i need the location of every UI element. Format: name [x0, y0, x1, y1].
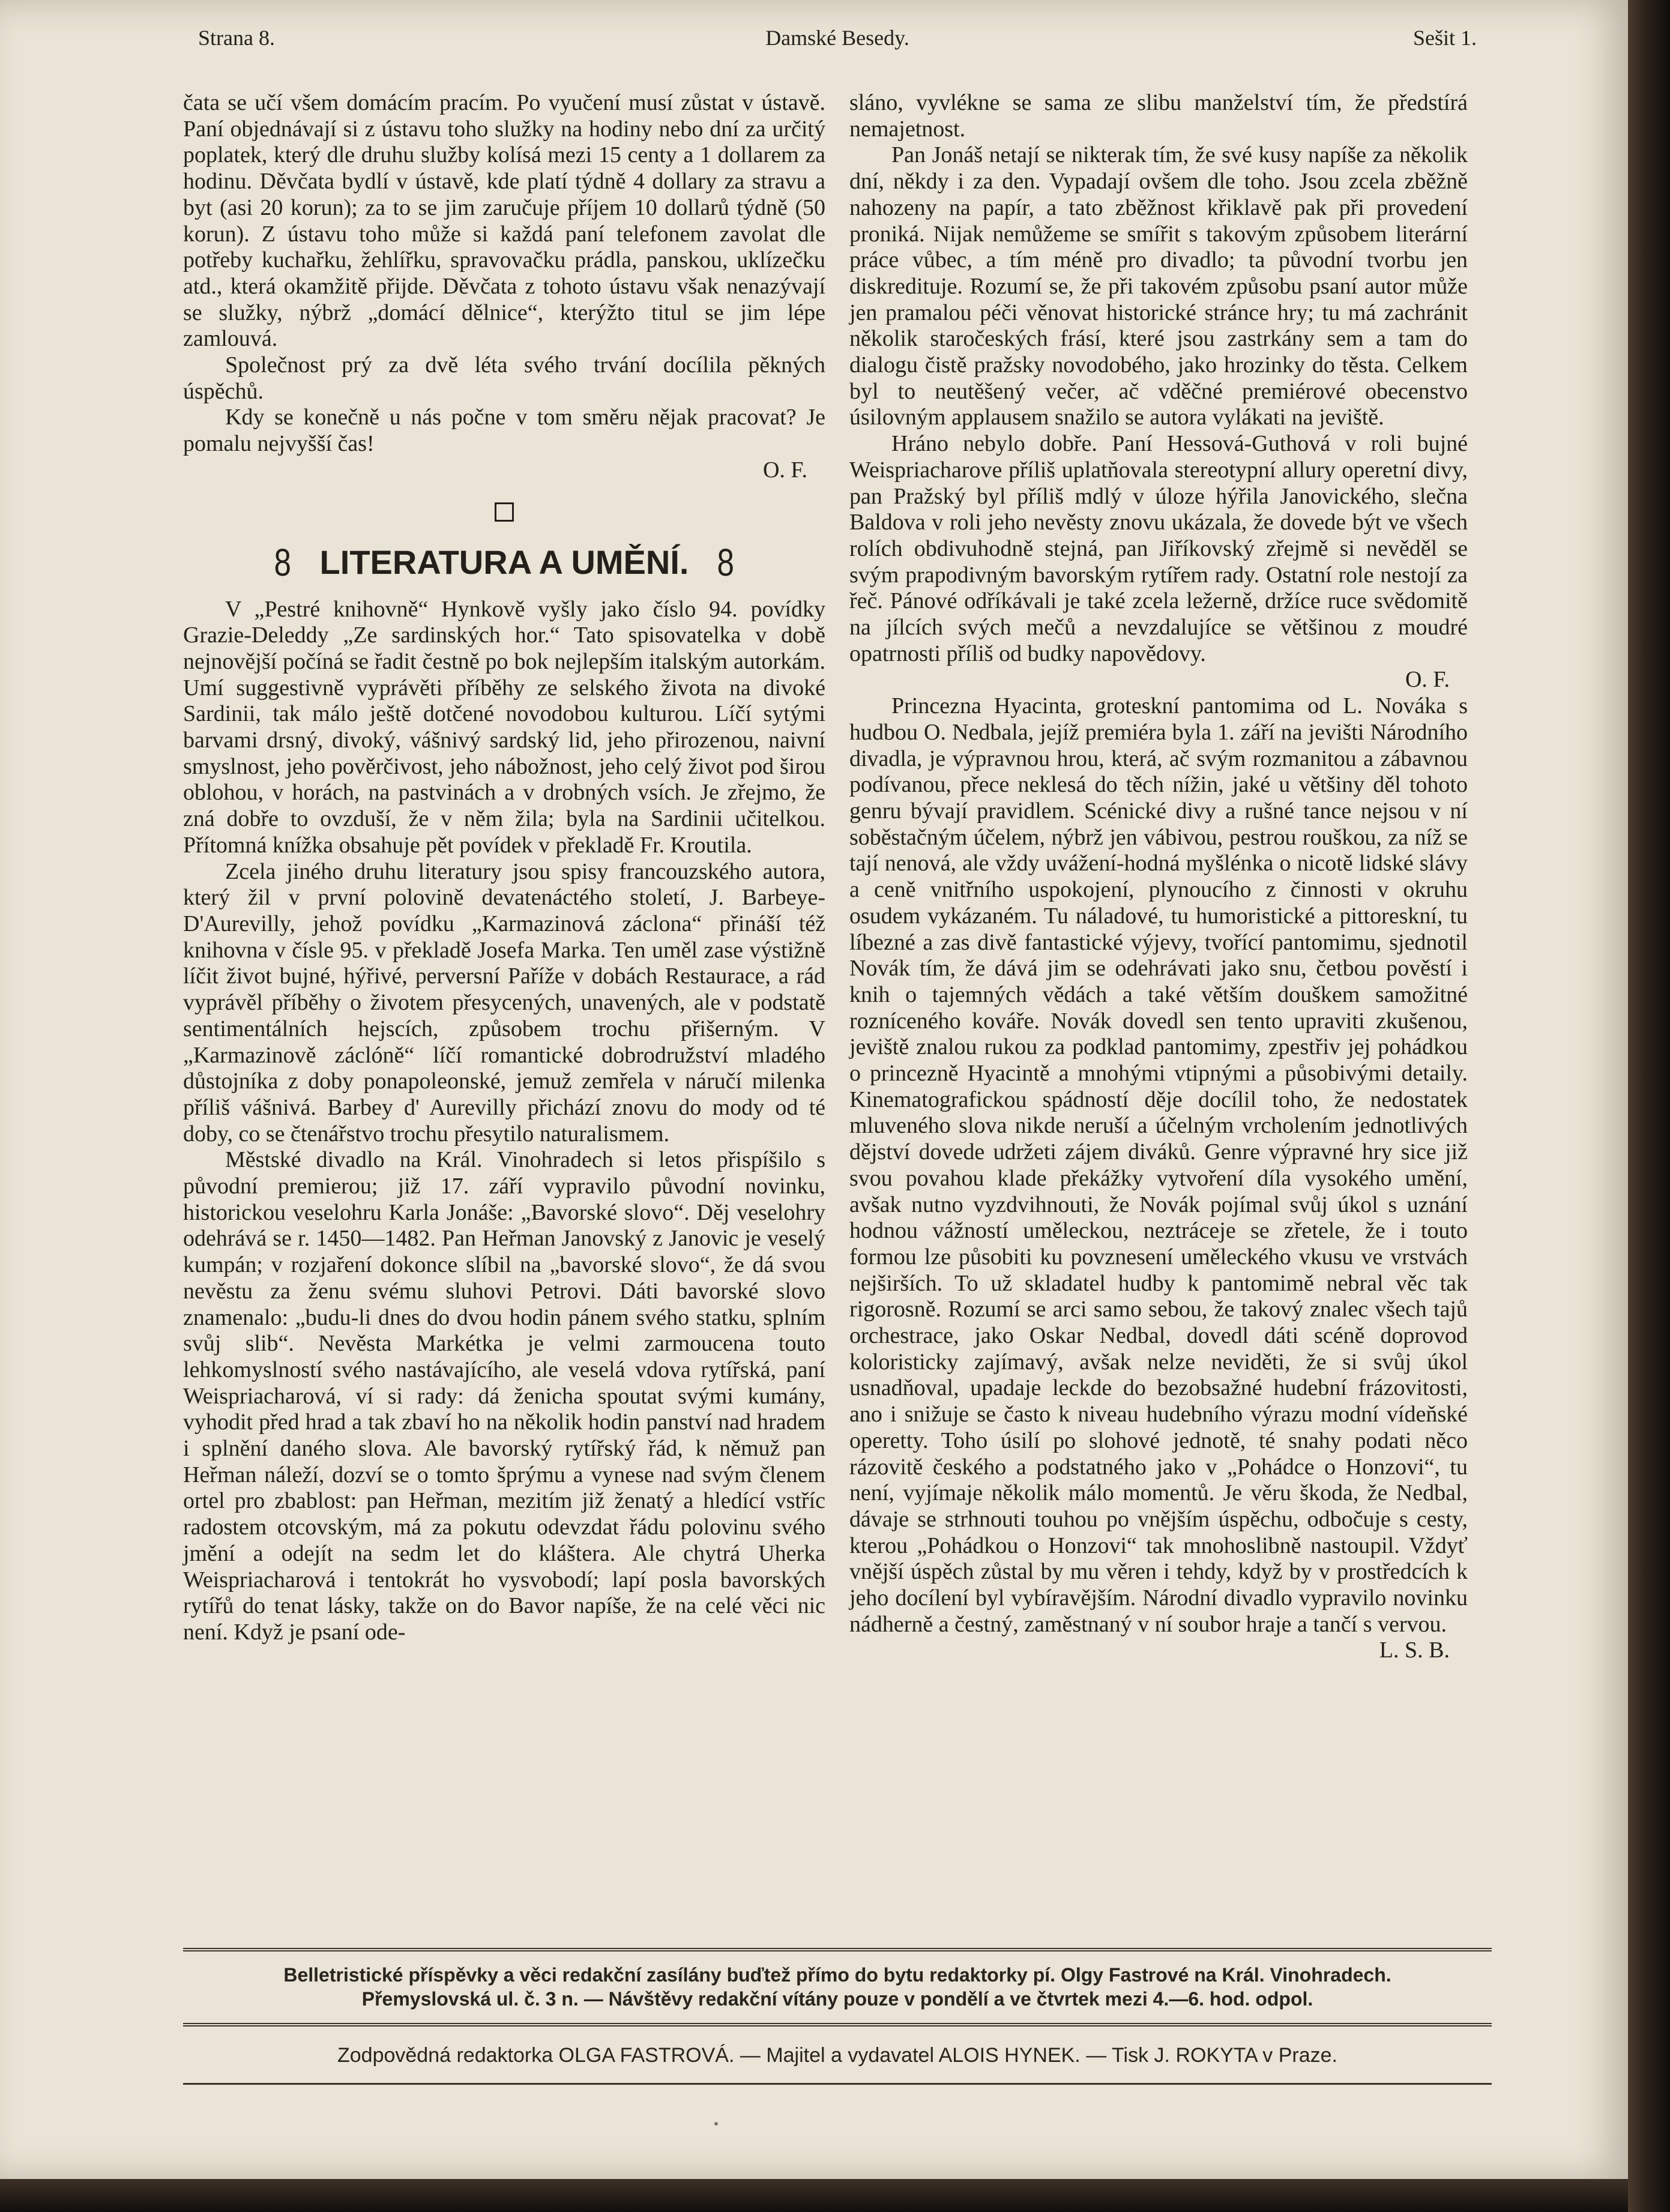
magazine-title: Damské Besedy.	[765, 26, 909, 50]
paragraph	[183, 405, 825, 483]
paragraph	[849, 431, 1468, 693]
right-column	[849, 90, 1468, 1664]
running-head	[198, 25, 1477, 61]
author-signature: O. F.	[1405, 667, 1450, 693]
notice-line: Belletristické příspěvky a věci redakční zasílány buďtež přímo do bytu redaktorky pí. Olgy Fastrové na Král. Vinohradech.	[283, 1964, 1391, 1986]
imprint-rule	[183, 2083, 1492, 2085]
paragraph: Společnost prý za dvě léta svého trvání docílila pěkných úspěchů.	[183, 352, 825, 404]
author-signature: L. S. B.	[1379, 1638, 1450, 1663]
paragraph: Pan Jonáš netají se nikterak tím, že své kusy napíše za několik dní, někdy i za den. Vypadají ovšem dle toho. Jsou zcela zběžně nahozeny na papír, a tato zběžnost křiklavě pak při provedení proniká. Nijak nemůžeme se smířit s takovým způsobem literární práce vůbec, a tím méně pro divadlo; ta původní tvorbu jen diskredituje. Rozumí se, že při takovém způsobu psaní autor může jen pramalou péči věnovat historické stránce hry; tu má zachránit několik staročeských frásí, které jsou zastrkány sem a tam do dialogu čistě pražsky novodobého, jako hrozinky do těsta. Celkem byl to neutěšený večer, ač vděčné premiérové obecenstvo úsilovným applausem snažilo se autora vylákati na jeviště.	[849, 142, 1468, 430]
ornament-right-icon: 8	[717, 540, 735, 584]
page-bottom-shadow	[0, 2179, 1628, 2212]
left-column	[183, 90, 825, 1646]
paragraph: Zcela jiného druhu literatury jsou spisy francouzského autora, který žil v první polovině devatenáctého století, J. Barbeye-D'Aurevilly, jehož povídku „Karmazinová záclona“ přináší též knihovna v čísle 95. v překladě Josefa Marka. Ten uměl zase výstižně líčit život bujné, hýřivé, perversní Paříže v dobách Restaurace, a rád vyprávěl příběhy o životem přesycených, unavených, ale v podstatě sentimentálních hejscích, způsobem trochu přišerným. V „Karmazinově záclóně“ líčí romantické dobrodružství mladého důstojníka z doby ponapoleonské, jemuž zemřela v náručí milenka příliš vášnivá. Barbey d' Aurevilly přichází znovu do mody od té doby, co se čtenářstvo trochu přesytilo naturalismem.	[183, 858, 825, 1147]
page-number: Strana 8.	[198, 26, 275, 50]
paragraph: V „Pestré knihovně“ Hynkově vyšly jako číslo 94. povídky Grazie-Deleddy „Ze sardinských hor.“ Tato spisovatelka v době nejnovější počíná se řadit čestně po bok nejlepším italským autorkám. Umí suggestivně vyprávěti příběhy ze selského života na divoké Sardinii, tak málo ještě dotčené novodobou kulturou. Líčí sytými barvami drsný, divoký, vášnivý sardský lid, jeho přirozenou, naivní smyslnost, jeho pověrčivost, jeho nábožnost, jeho celý život pod širou oblohou, v horách, na pastvinách a v drobných vsích. Je zřejmo, že zná dobře to ovzduší, že v něm žila; byla na Sardinii učitelkou. Přítomná knížka obsahuje pět povídek v překladě Fr. Kroutila.	[183, 596, 825, 858]
paragraph: čata se učí všem domácím pracím. Po vyučení musí zůstat v ústavě. Paní objednávají si z ústavu toho služky na hodiny nebo dní za určitý poplatek, který dle druhu služby kolísá mezi 15 centy a 1 dollarem za hodinu. Děvčata bydlí v ústavě, kde platí týdně 4 dollary za stravu a byt (asi 20 korun); za to se jim zaručuje příjem 10 dollarů týdně (50 korun). Z ústavu toho může si každá paní telefonem zavolat dle potřeby kuchařku, žehlířku, spravovačku prádla, panskou, uklízečku atd., která okamžitě přijde. Děvčata z tohoto ústavu však nenazývají se služky, nýbrž „domácí dělnice“, kterýžto titul se jim lépe zamlouvá.	[183, 90, 825, 352]
notice-top-rule	[183, 1948, 1492, 1951]
print-speck	[714, 2122, 718, 2126]
author-signature: O. F.	[762, 457, 807, 483]
square-ornament-icon	[495, 502, 514, 522]
editorial-notice	[183, 1963, 1492, 2011]
notice-line: Přemyslovská ul. č. 3 n. — Návštěvy redakční vítány pouze v pondělí a ve čtvrtek mezi 4.—6. hod. odpol.	[361, 1988, 1313, 2010]
paragraph-text: Princezna Hyacinta, groteskní pantomima od L. Nováka s hudbou O. Nedbala, jejíž premiéra byla 1. září na jevišti Národního divadla, je výpravnou hrou, která, ač svým rozmanitou a zábavnou podívanou, přece neklesá do těch nížin, jaké u většiny děl tohoto genru bývají pravidlem. Scénické divy a rušné tance nejsou v ní soběstačným účelem, nýbrž jen vábivou, pestrou rouškou, za níž se tají nenová, ale vždy uvážení-hodná myšlénka o nicotě lidské slávy a ceně vnitřního uspokojení, plynoucího z činnosti v okruhu osudem vykázaném. Tu náladové, tu humoristické a pittoreskní, tu líbezné a zas divě fantastické výjevy, tvořící pantomimu, sjednotil Novák tím, že dává jim se odehrávati jako snu, četbou pověstí i knih o tajemných vědách a také větším douškem samožitné rozníceného kováře. Novák dovedl sen tento upraviti zkušenou, jeviště znalou rukou za podklad pantomimy, zpestřiv jej pohádkou o princezně Hyacintě a mnohými vtipnými a působivými detaily. Kinematografickou spádností děje docílil toho, že nedostatek mluveného slova nikde neruší a účelným vrcholením jednotlivých dějství dovede udržeti zájem diváků. Genre výpravné hry sice již svou povahou klade překážky vytvoření díla vysokého umění, avšak nutno vyzdvihnouti, že Novák pojímal svůj úkol s uznání hodnou vážností uměleckou, neztráceje se zřetele, že i touto formou lze působiti ku povznesení uměleckého vkusu ve vrstvách nejširších. To už skladatel hudby k pantomimě nebral věc tak rigorosně. Rozumí se arci samo sebou, že takový znalec všech tajů orchestrace, jako Oskar Nedbal, dovedl dáti scéně doprovod koloristicky zajímavý, avšak nelze neviděti, že si svůj úkol usnadňoval, upadaje leckde do bezobsažné hudební frázovitosti, ano i snižuje se často k niveau hudebního výrazu modní vídeňské operetty. Toho úsilí po slohové jednotě, té snahy podati něco rázovitě českého a podstatného jako v „Pohádce o Honzovi“, tu není, vyjímaje několik málo momentů. Je věru škoda, že Nedbal, dávaje se strhnouti touhou po vnějším úspěchu, odbočuje s cesty, kterou „Pohádkou o Honzovi“ tak mnohoslibně nastoupil. Vždyť vnější úspěch zůstal by mu věren i tehdy, když by v prostředcích k jeho docílení byl vybíravějším. Národní divadlo vypravilo novinku nádherně a čestný, zaměstnaný v ní soubor hraje a tančí s vervou.	[849, 693, 1468, 1637]
paragraph: Městské divadlo na Král. Vinohradech si letos přispíšilo s původní premierou; již 17. září vypravilo původní novinku, historickou veselohru Karla Jonáše: „Bavorské slovo“. Děj veselohry odehrává se r. 1450—1482. Pan Heřman Janovský z Janovic je veselý kumpán; v rozjaření dokonce slíbil na „bavorské slovo“, že dá svou nevěstu za ženu svému sluhovi Petrovi. Dáti bavorské slovo znamenalo: „budu-li dnes do dvou hodin pánem svého statku, splním svůj slib“. Nevěsta Markétka je velmi zarmoucena touto lehkomyslností svého nastávajícího, ale veselá vdova rytířská, paní Weispriacharová, ví si rady: dá ženicha spoutat svými kumány, vyhodit před hrad a tak zbaví ho na několik hodin panství nad hradem i splnění daného slova. Ale bavorský rytířský řád, k němuž pan Heřman náleží, dozví se o tomto šprýmu a vynese nad svým členem ortel pro zbablost: pan Heřman, mezitím již ženatý a hledící vstříc radostem otcovským, má za pokutu odevzdat řádu polovinu svého jmění a odejít na sedm let do kláštera. Ale chytrá Uherka Weispriacharová i tentokrát ho vysvobodí; lapí posla bavorských rytířů do tenat lásky, takže on do Bavor napíše, že na celé věci nic není. Když je psaní ode-	[183, 1147, 825, 1645]
notice-bottom-rule	[183, 2023, 1492, 2027]
ornament-left-icon: 8	[274, 540, 291, 584]
book-binding-edge	[1628, 0, 1670, 2212]
imprint: Zodpovědná redaktorka OLGA FASTROVÁ. — Majitel a vydavatel ALOIS HYNEK. — Tisk J. ROKYTA v Praze.	[337, 2044, 1338, 2067]
paragraph: sláno, vyvlékne se sama ze slibu manželství tím, že předstírá nemajetnost.	[849, 90, 1468, 142]
paragraph-text: Kdy se konečně u nás počne v tom směru nějak pracovat? Je pomalu nejvyšší čas!	[183, 405, 825, 457]
section-heading	[183, 541, 825, 583]
issue-number: Sešit 1.	[1412, 26, 1477, 50]
section-divider	[183, 502, 825, 526]
section-title: LITERATURA A UMĚNÍ.	[319, 543, 689, 581]
paragraph-text: Hráno nebylo dobře. Paní Hessová-Guthová v roli bujné Weispriacharove příliš uplatňovala stereotypní allury operetní divy, pan Pražský byl příliš mdlý v úloze hýřila Janovického, slečna Baldova v roli jeho nevěsty znovu ukázala, že dovede být ve všech rolích obdivuhodně stejná, pan Jiříkovský zřejmě si nevěděl se svým prapodivným bavorským rytířem rady. Ostatní role nestojí za řeč. Pánové odříkávali je také zcela ležerně, držíce ruce svědomitě na jílcích svých mečů a nevzdalujíce se většinou z moudré opatrnosti příliš od budky napovědovy.	[849, 431, 1468, 666]
paragraph	[849, 693, 1468, 1664]
